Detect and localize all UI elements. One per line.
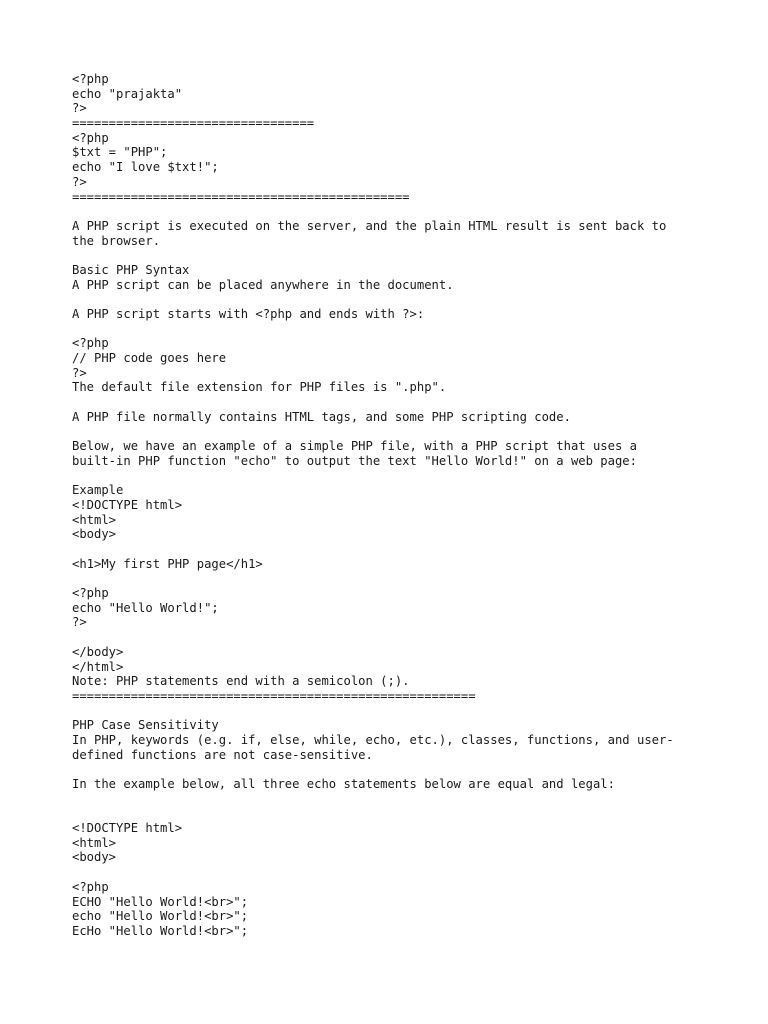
text-line: A PHP script starts with <?php and ends with ?>: xyxy=(72,307,425,321)
blank-line xyxy=(72,542,712,557)
text-line: The default file extension for PHP files is ".php". xyxy=(72,380,447,395)
blank-line xyxy=(72,248,712,263)
text-line: defined functions are not case-sensitive. xyxy=(72,747,373,762)
blank-line xyxy=(72,630,712,645)
text-line: <html> xyxy=(72,512,117,527)
blank-line xyxy=(72,425,712,440)
text-line: <?php xyxy=(72,879,109,894)
blank-line xyxy=(72,762,712,777)
text-line: <html> xyxy=(72,835,117,850)
text-line: <h1>My first PHP page</h1> xyxy=(72,556,263,571)
text-line: Example xyxy=(72,483,124,498)
text-line: <body> xyxy=(72,850,117,865)
text-line: A PHP script is executed on the server, and the plain HTML result is sent back to xyxy=(72,218,667,233)
text-line: <!DOCTYPE html> xyxy=(72,497,183,512)
text-line: ============================================== xyxy=(72,189,410,204)
text-line: </html> xyxy=(72,659,124,674)
blank-line xyxy=(72,204,712,219)
text-line: ?> xyxy=(72,174,87,189)
text-line: ================================= xyxy=(72,116,315,131)
document-page xyxy=(72,72,712,939)
text-line: Basic PHP Syntax xyxy=(72,262,190,277)
text-line: <?php xyxy=(72,586,109,601)
text-line: <?php xyxy=(72,72,109,86)
text-line: <!DOCTYPE html> xyxy=(72,821,183,836)
text-line: PHP Case Sensitivity xyxy=(72,718,219,733)
blank-line xyxy=(72,469,712,484)
text-line: // PHP code goes here xyxy=(72,351,227,366)
text-line: ?> xyxy=(72,101,87,116)
text-line: <body> xyxy=(72,527,117,542)
text-line: ECHO "Hello World!<br>"; xyxy=(72,894,249,909)
text-line: the browser. xyxy=(72,233,161,248)
text-line: In the example below, all three echo statements below are equal and legal: xyxy=(72,777,615,791)
text-line: Below, we have an example of a simple PHP file, with a PHP script that uses a xyxy=(72,439,637,454)
blank-line xyxy=(72,395,712,410)
blank-line xyxy=(72,292,712,307)
blank-line xyxy=(72,571,712,586)
text-line: A PHP file normally contains HTML tags, and some PHP scripting code. xyxy=(72,409,571,424)
text-line: Note: PHP statements end with a semicolon (;). xyxy=(72,674,410,689)
text-line: <?php xyxy=(72,336,109,351)
blank-line xyxy=(72,792,712,807)
blank-line xyxy=(72,806,712,821)
text-line: <?php xyxy=(72,130,109,145)
text-line: echo "Hello World!"; xyxy=(72,600,219,615)
blank-line xyxy=(72,322,712,337)
blank-line xyxy=(72,865,712,880)
text-line: $txt = "PHP"; xyxy=(72,145,168,160)
text-line: A PHP script can be placed anywhere in the document. xyxy=(72,277,454,292)
text-line: ?> xyxy=(72,365,87,380)
text-line: </body> xyxy=(72,644,124,659)
text-line: In PHP, keywords (e.g. if, else, while, echo, etc.), classes, functions, and user- xyxy=(72,732,674,747)
text-line: EcHo "Hello World!<br>"; xyxy=(72,923,249,938)
text-line: echo "prajakta" xyxy=(72,86,183,101)
text-line: ======================================================= xyxy=(72,688,476,703)
text-line: echo "Hello World!<br>"; xyxy=(72,909,249,924)
blank-line xyxy=(72,704,712,719)
text-line: ?> xyxy=(72,615,87,630)
text-line: built-in PHP function "echo" to output the text "Hello World!" on a web page: xyxy=(72,453,637,468)
text-line: echo "I love $txt!"; xyxy=(72,160,219,175)
